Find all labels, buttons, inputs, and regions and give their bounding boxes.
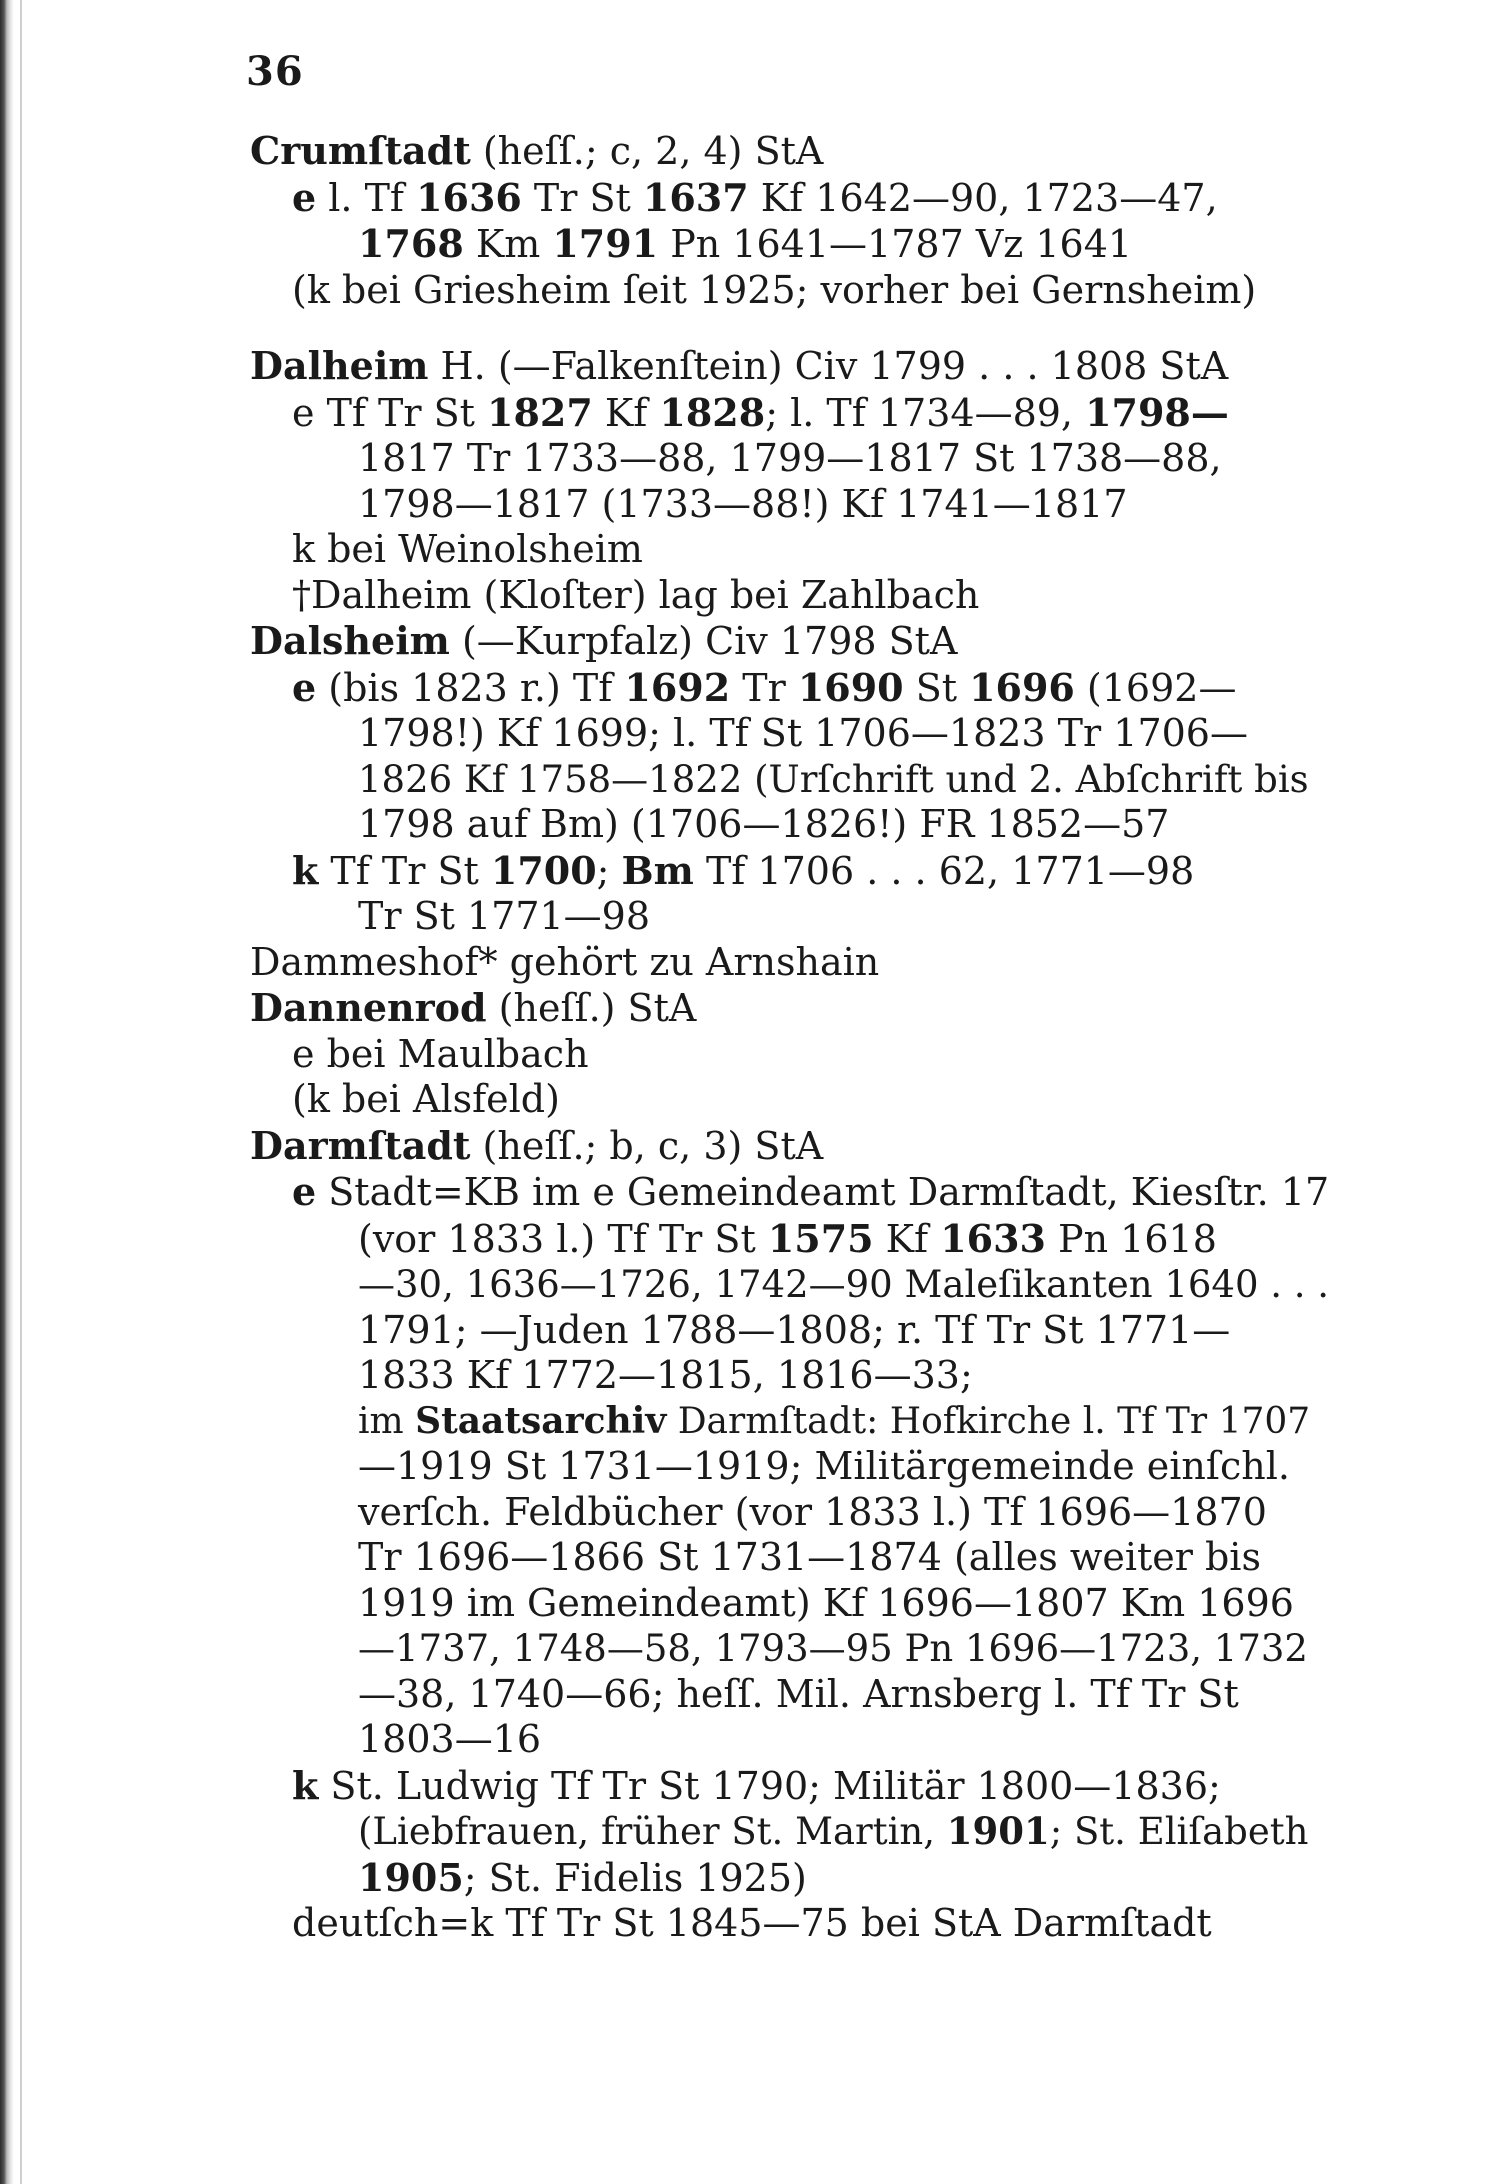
text: (bis 1823 r.) Tf [316, 665, 625, 710]
entry-headline [250, 985, 1330, 1032]
text: im [358, 1400, 416, 1442]
text: deutſch=k Tf Tr St 1845—75 bei StA Darmſtadt [292, 1901, 1212, 1945]
text: Pn 1641—1787 Vz 1641 [658, 222, 1133, 266]
entry-line [250, 1626, 1330, 1672]
entry-line [250, 1169, 1330, 1216]
bold-text: 1827 [487, 389, 593, 435]
text: —30, 1636—1726, 1742—90 Maleſikanten 1640 . . . [358, 1263, 1330, 1306]
text: Tr 1696—1866 St 1731—1874 (alles weiter bis [358, 1535, 1261, 1579]
bold-text: k [292, 1762, 319, 1808]
bold-text: Dalheim [250, 343, 429, 388]
text: 1826 Kf 1758—1822 (Urſchrift und 2. Abſchrift bis [358, 757, 1309, 801]
entry-line [250, 268, 1330, 314]
entry-line [250, 1809, 1330, 1855]
bold-text: 1768 [358, 221, 464, 266]
page-number: 36 [246, 48, 304, 95]
entry-line [250, 1490, 1330, 1536]
entry-line [250, 665, 1330, 712]
bold-text: e [292, 174, 317, 220]
entry-line [250, 482, 1330, 528]
bold-text: e [292, 1169, 317, 1214]
bold-text: Bm [621, 847, 694, 893]
text: Tf Tr St [318, 848, 491, 893]
entry-headline [250, 618, 1330, 665]
text: ; St. Eliſabeth [1049, 1810, 1309, 1853]
entry-line [250, 573, 1330, 619]
text: Tr St 1771—98 [358, 894, 651, 938]
text: (k bei Alsfeld) [292, 1077, 560, 1121]
text: —1919 St 1731—1919; Militärgemeinde einſchl. [358, 1444, 1290, 1488]
entry-headline [250, 1123, 1330, 1170]
entry-line [250, 1535, 1330, 1581]
text: Pn 1618 [1045, 1216, 1217, 1261]
entry-line [250, 221, 1330, 268]
text: Dammeshof* gehört zu Arnshain [250, 939, 880, 984]
text: (vor 1833 l.) Tf Tr St [358, 1216, 768, 1261]
bold-text: 1633 [940, 1215, 1046, 1261]
bold-text: 1690 [797, 664, 904, 710]
bold-text: Dalsheim [250, 618, 450, 663]
text: †Dalheim (Kloſter) lag bei Zahlbach [292, 572, 980, 617]
scan-binding-edge [0, 0, 14, 2184]
text: Kf [873, 1216, 941, 1261]
text: (heſſ.; b, c, 3) StA [470, 1123, 824, 1168]
entry-line [250, 1855, 1330, 1902]
bold-text: k [292, 847, 319, 893]
entry-line [250, 1353, 1330, 1399]
text: 1791; —Juden 1788—1808; r. Tf Tr St 1771— [358, 1307, 1231, 1352]
text: (k bei Griesheim ſeit 1925; vorher bei Gernsheim) [292, 267, 1257, 312]
entry-line [250, 1444, 1330, 1490]
bold-text: 1696 [969, 664, 1075, 710]
text: ; [596, 848, 622, 893]
text: St [903, 665, 970, 710]
entry-line [250, 436, 1330, 482]
bold-text: 1798— [1085, 389, 1229, 435]
text: 1817 Tr 1733—88, 1799—1817 St 1738—88, [358, 436, 1222, 480]
register-entry [250, 1123, 1330, 1947]
text: Tr [730, 665, 798, 710]
entry-line [250, 1077, 1330, 1123]
bold-text: 1637 [642, 174, 749, 220]
entry-line [250, 1308, 1330, 1354]
text: Stadt=KB im e Gemeindeamt Darmſtadt, Kiesſtr. 17 [316, 1170, 1330, 1214]
entry-line [250, 1581, 1330, 1627]
entry-line [250, 1216, 1330, 1263]
register-entry [250, 985, 1330, 1123]
entry-line [250, 894, 1330, 940]
entry-line [250, 757, 1330, 803]
entry-line [250, 940, 1330, 986]
entry-line [250, 175, 1330, 222]
text: e bei Maulbach [292, 1031, 589, 1076]
register-entry [250, 618, 1330, 985]
text: 1798 auf Bm) (1706—1826!) FR 1852—57 [358, 802, 1170, 846]
text: ; l. Tf 1734—89, [765, 390, 1086, 435]
bold-text: 1575 [767, 1215, 874, 1261]
text: Tf 1706 . . . 62, 1771—98 [693, 848, 1195, 893]
text: (Liebfrauen, früher St. Martin, [358, 1810, 947, 1853]
entry-line [250, 848, 1330, 895]
bold-text: 1791 [552, 221, 659, 266]
entry-headline [250, 343, 1330, 390]
text: Tr St [521, 175, 643, 220]
entry-line [250, 1901, 1330, 1947]
text: Darmſtadt: Hofkirche l. Tf Tr 1707 [666, 1400, 1311, 1442]
register-entries [250, 128, 1330, 1947]
text: 1798!) Kf 1699; l. Tf St 1706—1823 Tr 1706— [358, 711, 1248, 755]
bold-text: 1636 [416, 174, 522, 220]
text: (heſſ.; c, 2, 4) StA [470, 129, 824, 173]
entry-line [250, 802, 1330, 848]
entry-line [250, 1399, 1330, 1445]
text: l. Tf [316, 175, 417, 220]
text: (heſſ.) StA [486, 986, 697, 1030]
bold-text: 1692 [624, 664, 731, 710]
text: verſch. Feldbücher (vor 1833 l.) Tf 1696—1870 [358, 1489, 1267, 1534]
text: Km [463, 222, 553, 266]
text: —1737, 1748—58, 1793—95 Pn 1696—1723, 1732 [358, 1627, 1308, 1670]
entry-headline [250, 128, 1330, 175]
entry-line [250, 1262, 1330, 1308]
entry-line [250, 527, 1330, 573]
text: 1798—1817 (1733—88!) Kf 1741—1817 [358, 481, 1128, 526]
bold-text: 1828 [659, 389, 766, 435]
register-entry [250, 128, 1330, 313]
entry-line [250, 1717, 1330, 1763]
bold-text: Crumſtadt [250, 128, 471, 173]
bold-text: Dannenrod [250, 985, 487, 1030]
scan-binding-line [20, 0, 22, 2184]
text: 1919 im Gemeindeamt) Kf 1696—1807 Km 1696 [358, 1580, 1294, 1625]
bold-text: 1700 [490, 847, 597, 893]
text: e Tf Tr St [292, 390, 488, 435]
text: (1692— [1074, 665, 1237, 710]
entry-line [250, 1763, 1330, 1810]
text: H. (—Falkenſtein) Civ 1799 . . . 1808 StA [428, 344, 1229, 388]
entry-line [250, 390, 1330, 437]
text: k bei Weinolsheim [292, 527, 643, 571]
entry-line [250, 1032, 1330, 1078]
bold-text: Staatsarchiv [415, 1399, 667, 1442]
text: Kf [592, 390, 660, 435]
bold-text: 1905 [358, 1854, 464, 1900]
text: ; St. Fidelis 1925) [463, 1855, 807, 1900]
entry-line [250, 711, 1330, 757]
bold-text: Darmſtadt [250, 1122, 471, 1168]
text: 1833 Kf 1772—1815, 1816—33; [358, 1353, 973, 1397]
text: —38, 1740—66; heſſ. Mil. Arnsberg l. Tf Tr St [358, 1671, 1239, 1716]
entry-line [250, 1672, 1330, 1718]
register-entry [250, 343, 1330, 618]
text: St. Ludwig Tf Tr St 1790; Militär 1800—1836; [318, 1763, 1221, 1808]
text: Kf 1642—90, 1723—47, [748, 175, 1218, 220]
text: (—Kurpfalz) Civ 1798 StA [449, 619, 958, 663]
text: 1803—16 [358, 1717, 542, 1761]
bold-text: e [292, 664, 317, 710]
bold-text: 1901 [946, 1809, 1050, 1853]
